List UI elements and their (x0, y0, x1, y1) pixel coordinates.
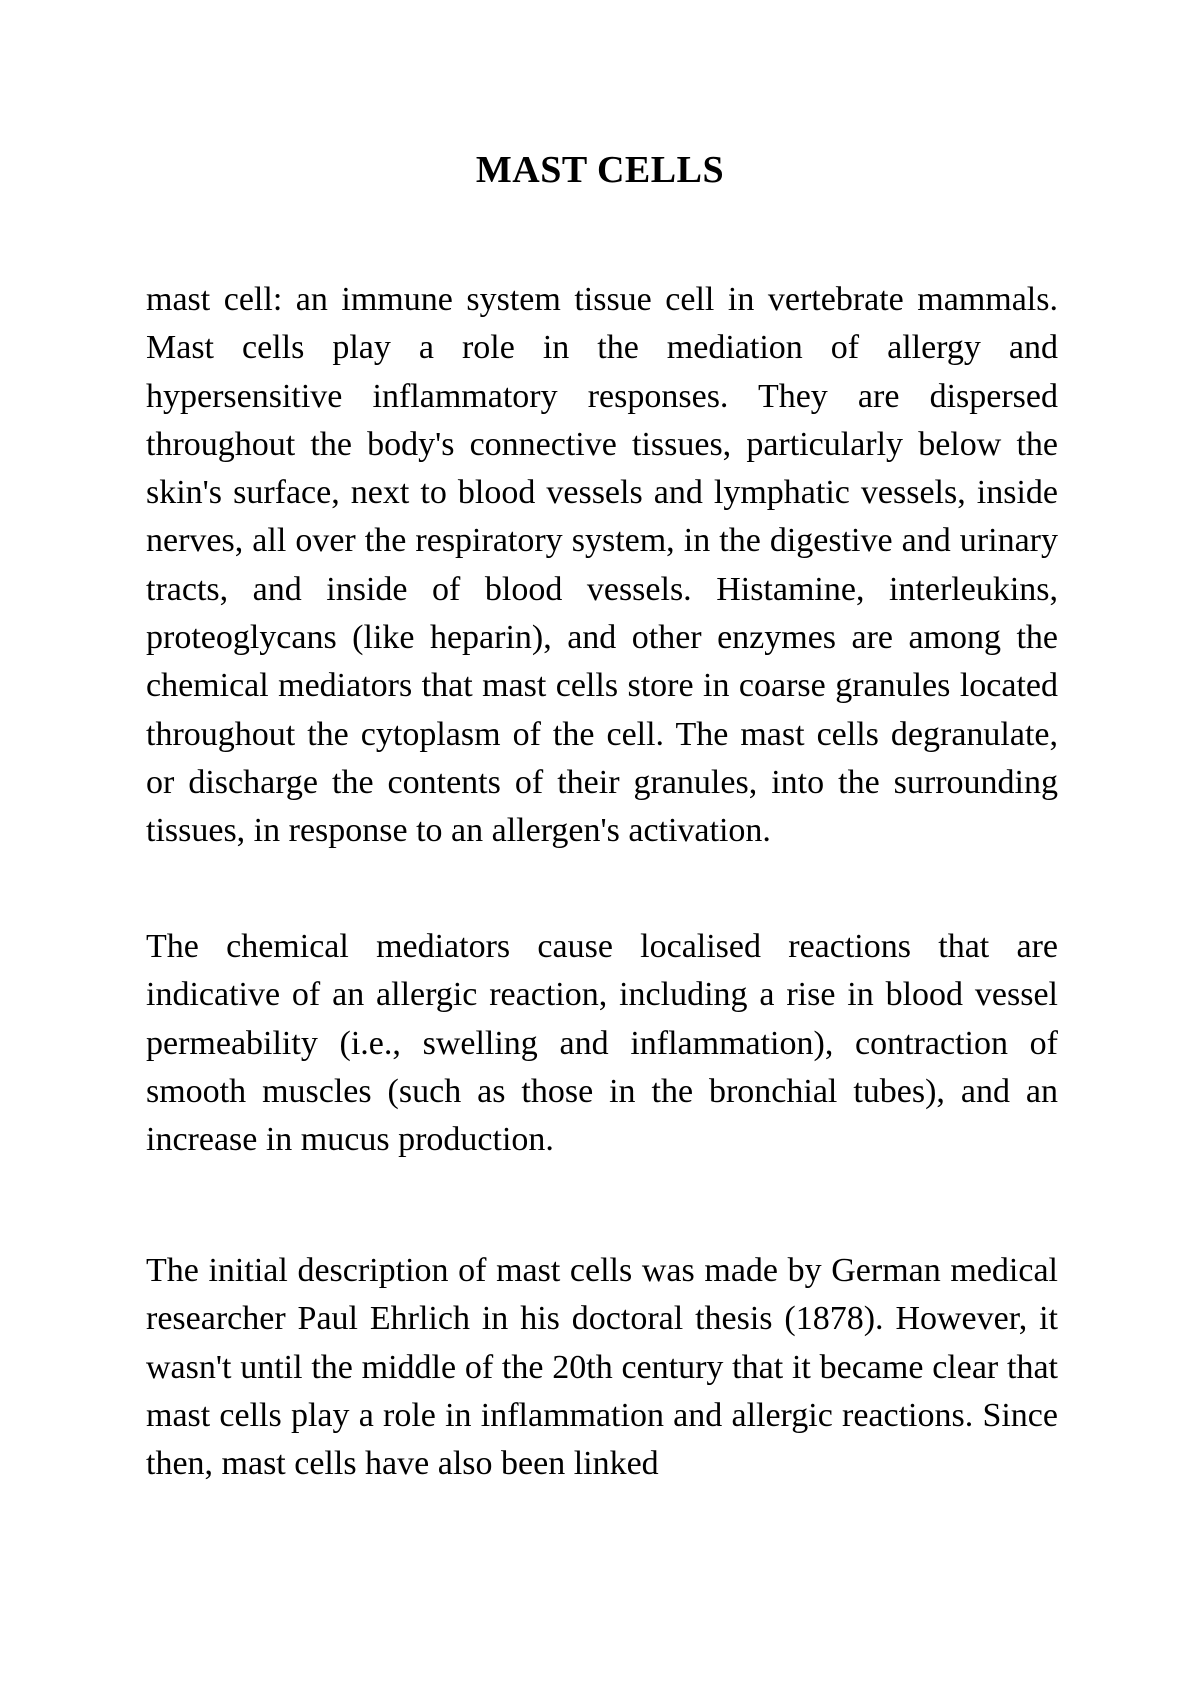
paragraph-mast-cell-definition: mast cell: an immune system tissue cell in vertebrate mammals. Mast cells play a role in the mediation of allergy and hypersensitive inflammatory responses. They are dispersed throughout the body's connective tissues, particularly below the skin's surface, next to blood vessels and lymphatic vessels, inside nerves, all over the respiratory system, in the digestive and urinary tracts, and inside of blood vessels. Histamine, interleukins, proteoglycans (like heparin), and other enzymes are among the chemical mediators that mast cells store in coarse granules located throughout the cytoplasm of the cell. The mast cells degranulate, or discharge the contents of their granules, into the surrounding tissues, in response to an allergen's activation. (146, 281, 1058, 850)
paragraph-chemical-mediators: The chemical mediators cause localised reactions that are indicative of an allergic reaction, including a rise in blood vessel permeability (i.e., swelling and inflammation), contraction of smooth muscles (such as those in the bronchial tubes), and an increase in mucus production. (146, 928, 1058, 1159)
document-title: MAST CELLS (475, 149, 725, 191)
paragraph-history: The initial description of mast cells was made by German medical researcher Paul Ehrlich in his doctoral thesis (1878). However, it wasn't until the middle of the 20th century that it became clear that mast cells play a role in inflammation and allergic reactions. Since then, mast cells have also been linked (146, 1252, 1058, 1483)
